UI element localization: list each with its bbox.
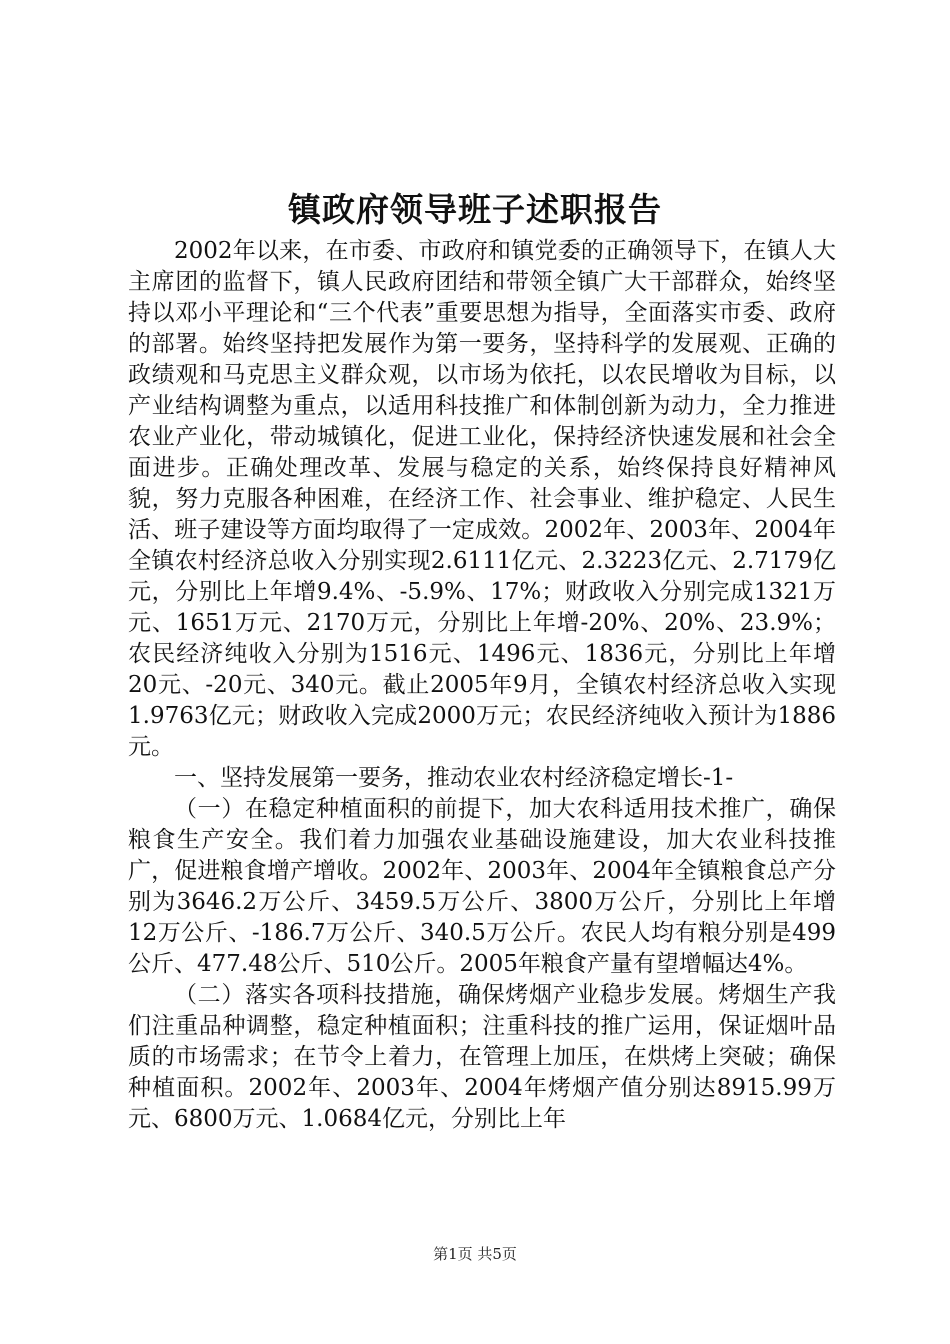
document-body	[128, 236, 836, 1135]
paragraph-tobacco: （二）落实各项科技措施，确保烤烟产业稳步发展。烤烟生产我们注重品种调整，稳定种植面积；注重科技的推广运用，保证烟叶品质的市场需求；在节令上着力，在管理上加压，在烘烤上突破；确保种植面积。2002年、2003年、2004年烤烟产值分别达8915.99万元、6800万元、1.0684亿元，分别比上年	[128, 982, 836, 1132]
document-title: 镇政府领导班子述职报告	[288, 190, 662, 229]
paragraph-grain: （一）在稳定种植面积的前提下，加大农科适用技术推广，确保粮食生产安全。我们着力加强农业基础设施建设，加大农业科技推广，促进粮食增产增收。2002年、2003年、2004年全镇粮食总产分别为3646.2万公斤、3459.5万公斤、3800万公斤，分别比上年增12万公斤、-186.7万公斤、340.5万公斤。农民人均有粮分别是499公斤、477.48公斤、510公斤。2005年粮食产量有望增幅达4%。	[128, 796, 836, 977]
section-heading: 一、坚持发展第一要务，推动农业农村经济稳定增长-1-	[174, 765, 734, 791]
page-footer: 第1页 共5页	[433, 1245, 517, 1263]
paragraph-intro: 2002年以来，在市委、市政府和镇党委的正确领导下，在镇人大主席团的监督下，镇人民政府团结和带领全镇广大干部群众，始终坚持以邓小平理论和“三个代表”重要思想为指导，全面落实市委、政府的部署。始终坚持把发展作为第一要务，坚持科学的发展观、正确的政绩观和马克思主义群众观，以市场为依托，以农民增收为目标，以产业结构调整为重点，以适用科技推广和体制创新为动力，全力推进农业产业化，带动城镇化，促进工业化，保持经济快速发展和社会全面进步。正确处理改革、发展与稳定的关系，始终保持良好精神风貌，努力克服各种困难，在经济工作、社会事业、维护稳定、人民生活、班子建设等方面均取得了一定成效。2002年、2003年、2004年全镇农村经济总收入分别实现2.6111亿元、2.3223亿元、2.7179亿元，分别比上年增9.4%、-5.9%、17%；财政收入分别完成1321万元、1651万元、2170万元，分别比上年增-20%、20%、23.9%；农民经济纯收入分别为1516元、1496元、1836元，分别比上年增20元、-20元、340元。截止2005年9月，全镇农村经济总收入实现1.9763亿元；财政收入完成2000万元；农民经济纯收入预计为1886元。	[128, 238, 836, 760]
